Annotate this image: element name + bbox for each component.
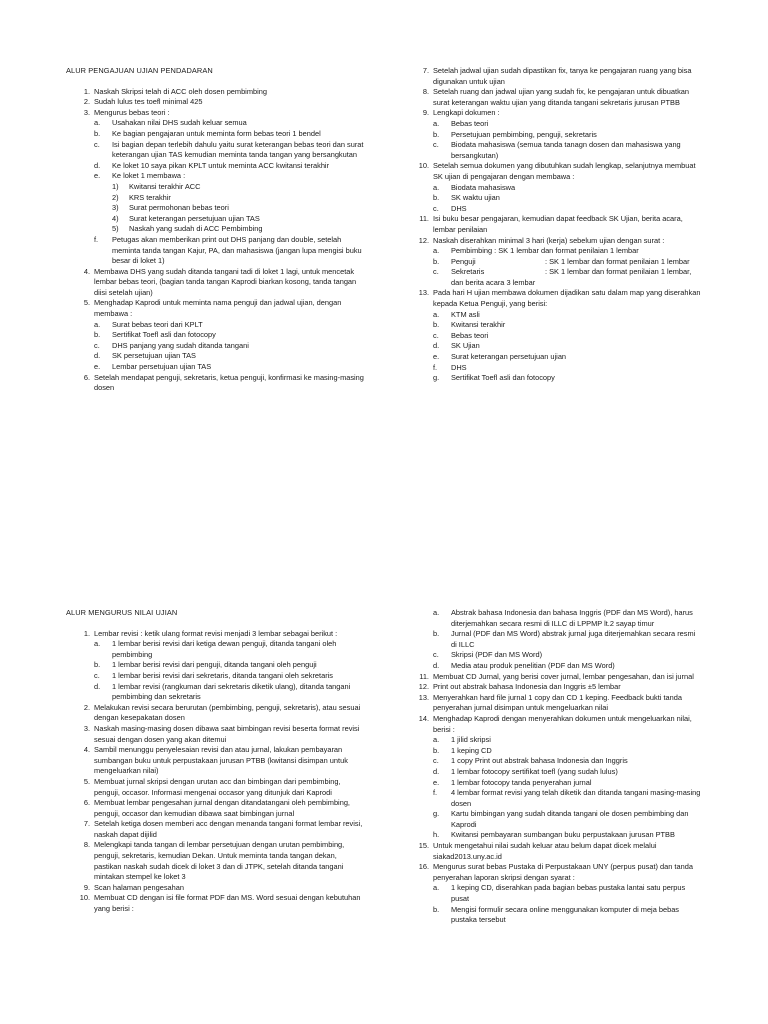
section2-title: ALUR MENGURUS NILAI UJIAN (66, 608, 178, 617)
sub-item-text: 1 keping CD (451, 745, 492, 755)
sub-item-text: Kwitansi terakhir (451, 320, 506, 330)
item-text: Setelah ketiga dosen memberi acc dengan menanda tangani format lembar revisi, naskah dapat dijilid (94, 819, 363, 839)
sub-item-text: Surat bebas teori dari KPLT (112, 319, 203, 329)
sub-item-text: Biodata mahasiswa (semua tanda tanagn dosen dan mahasiswa yang bersangkutan) (451, 140, 681, 160)
nested-item-text: Kwitansi terakhir ACC (129, 181, 201, 191)
nested-item-number: 1) (112, 181, 119, 191)
list-item (405, 236, 703, 289)
sub-list-item (94, 129, 364, 140)
item-number-text: 8. (422, 87, 429, 97)
sub-item-letter: a. (94, 118, 101, 128)
sub-item-letter: g. (433, 373, 440, 383)
sub-item-letter: c. (433, 140, 439, 150)
list-item (66, 298, 364, 372)
sub-item-text: 1 copy Print out abstrak bahasa Indonesia dan Inggris (451, 756, 628, 766)
nested-sub-list (112, 182, 364, 235)
sub-list-item (433, 746, 703, 757)
sub-item-letter: a. (94, 639, 101, 649)
sub-item-letter: d. (94, 351, 101, 361)
sub-list (94, 639, 364, 703)
sub-item-text: Sertifikat Toefl asli dan fotocopy (451, 373, 555, 383)
sub-item-letter: c. (433, 650, 439, 660)
section2-right-column (405, 608, 703, 926)
sub-item-letter: a. (433, 309, 440, 319)
sub-item-text: Jurnal (PDF dan MS Word) abstrak jurnal juga diterjemahkan secara resmi di ILLC (451, 629, 696, 649)
nested-item-text: Surat keterangan persetujuan ujian TAS (129, 213, 260, 223)
sub-list-item (433, 767, 703, 778)
sub-item-letter: a. (94, 319, 101, 329)
sub-list-item (433, 331, 703, 342)
sub-item-letter: a. (433, 182, 440, 192)
sub-item-letter: h. (433, 830, 440, 840)
item-number-text: 8. (83, 840, 90, 850)
item-text: Scan halaman pengesahan (94, 882, 184, 892)
sub-list-item (433, 341, 703, 352)
item-number-text: 9. (422, 108, 429, 118)
item-text: Sudah lulus tes toefl minimal 425 (94, 97, 203, 107)
sub-item-key: Sekretaris (451, 267, 485, 277)
sub-list-item (433, 193, 703, 204)
item-number-text: 3. (83, 723, 90, 733)
sub-item-letter: d. (94, 681, 101, 691)
section2-right-continued-sublist (405, 608, 703, 672)
sub-item-text: 1 lembar revisi (rangkuman dari sekretaris diketik ulang), ditanda tangani pembimbing dan sekretaris (112, 681, 351, 702)
sub-list-item (94, 639, 364, 660)
sub-list (94, 320, 364, 373)
list-item (66, 87, 364, 98)
sub-item-text: Ke bagian pengajaran untuk meminta form bebas teori 1 bendel (112, 128, 321, 138)
item-text: Mengurus bebas teori : (94, 107, 170, 117)
sub-item-letter: b. (94, 660, 101, 670)
list-item (66, 893, 364, 914)
sub-list-item (94, 235, 364, 267)
sub-item-letter: a. (433, 608, 440, 617)
item-text: Membuat CD Jurnal, yang berisi cover jurnal, lembar pengesahan, dan isi jurnal (433, 671, 694, 681)
sub-list-item (433, 257, 703, 268)
sub-item-text: 1 lembar fotocopy sertifikat toefl (yang sudah lulus) (451, 766, 618, 776)
sub-list-item (433, 204, 703, 215)
item-text: Menghadap Kaprodi untuk meminta nama penguji dan jadwal ujian, dengan membawa : (94, 298, 342, 319)
item-number-text: 16. (418, 862, 429, 872)
sub-item-letter: b. (433, 320, 440, 330)
sub-item-text: 1 lembar berisi revisi dari sekretaris, ditanda tangani oleh sekretaris (112, 670, 334, 680)
sub-item-key: Penguji (451, 256, 476, 266)
item-number-text: 3. (83, 107, 90, 117)
sub-item-letter: d. (433, 660, 440, 670)
list-item (66, 703, 364, 724)
sub-list-item (94, 171, 364, 235)
sub-item-letter: b. (433, 745, 440, 755)
sub-item-letter: b. (433, 904, 440, 914)
sub-list-item (433, 735, 703, 746)
nested-sub-list-item (112, 193, 364, 204)
sub-list-item (94, 118, 364, 129)
sub-item-letter: c. (94, 670, 100, 680)
sub-item-text: Biodata mahasiswa (451, 182, 516, 192)
nested-sub-list-item (112, 214, 364, 225)
item-text: Sambil menunggu penyelesaian revisi dan atau jurnal, lakukan pembayaran sumbangan buku untuk perpustakaan jurusan PTBB (kwitansi disimpan untuk mengeluarkan nilai) (94, 745, 348, 776)
sub-list (94, 118, 364, 266)
item-number-text: 13. (418, 692, 429, 702)
sub-item-letter: e. (433, 777, 440, 787)
sub-item-letter: c. (433, 267, 439, 277)
section1-right-column (405, 66, 703, 384)
list-item (66, 724, 364, 745)
sub-item-letter: c. (433, 203, 439, 213)
sub-item-letter: a. (433, 883, 440, 893)
item-text: Untuk mengetahui nilai sudah keluar atau belum dapat dicek melalui siakad2013.uny.ac.id (433, 841, 657, 861)
sub-list-item (433, 905, 703, 926)
sub-item-text: : SK 1 lembar dan format penilaian 1 lembar, dan berita acara 3 lembar (451, 267, 692, 287)
sub-list-item (94, 140, 364, 161)
sub-list-item (433, 756, 703, 767)
item-number-text: 2. (83, 702, 90, 712)
sub-list-item (94, 682, 364, 703)
nested-sub-list-item (112, 203, 364, 214)
item-number-text: 5. (83, 776, 90, 786)
sub-list-item (94, 671, 364, 682)
sub-item-text: 4 lembar format revisi yang telah diketik dan ditanda tangani masing-masing dosen (451, 788, 701, 808)
sub-item-letter: c. (94, 340, 100, 350)
sub-item-letter: b. (433, 129, 440, 139)
sub-list-item (94, 362, 364, 373)
list-item (66, 883, 364, 894)
list-item (66, 97, 364, 108)
sub-item-letter: b. (94, 330, 101, 340)
list-item (405, 87, 703, 108)
sub-list-item (433, 788, 703, 809)
sub-list-item (433, 310, 703, 321)
sub-list-item (433, 373, 703, 384)
sub-list-item (94, 161, 364, 172)
nested-item-number: 3) (112, 203, 119, 213)
sub-item-letter: a. (433, 118, 440, 128)
sub-item-letter: f. (433, 362, 438, 372)
sub-item-text: Kartu bimbingan yang sudah ditanda tangani ole dosen pembimbing dan Kaprodi (451, 809, 689, 829)
item-text: Menghadap Kaprodi dengan menyerahkan dokumen untuk mengeluarkan nilai, berisi : (433, 713, 692, 734)
sub-list-item (433, 363, 703, 374)
sub-list-item (433, 650, 703, 661)
list-item (405, 682, 703, 693)
sub-list-item (433, 119, 703, 130)
item-text: Mengurus surat bebas Pustaka di Perpustakaan UNY (perpus pusat) dan tanda penyerahan laporan skripsi dengan syarat : (433, 862, 693, 882)
item-text: Setelah ruang dan jadwal ujian yang sudah fix, ke pengajaran untuk dibuatkan surat keterangan waktu ujian yang ditanda tangani sekretaris jurusan PTBB (433, 87, 689, 107)
item-number-text: 13. (418, 288, 429, 298)
sub-item-text: Isi bagian depan terlebih dahulu yaitu surat keterangan bebas teori dan surat keterangan ujian TAS kemudian meminta tanda tangan yang bersangkutan (112, 139, 364, 160)
sub-item-letter: e. (433, 352, 440, 362)
item-text: Membuat jurnal skripsi dengan urutan acc dan bimbingan dari pembimbing, penguji, occasor. Informasi mengenai occasor yang ditunjuk dari Kaprodi (94, 776, 341, 797)
sub-item-letter: b. (94, 128, 101, 138)
sub-list-item (433, 183, 703, 194)
sub-list-item (433, 320, 703, 331)
sub-item-text: Media atau produk penelitian (PDF dan MS Word) (451, 660, 615, 670)
sub-list (433, 183, 703, 215)
item-text: Setelah mendapat penguji, sekretaris, ketua penguji, konfirmasi ke masing-masing dosen (94, 372, 364, 393)
sub-item-text: : SK 1 lembar dan format penilaian 1 lembar (545, 256, 690, 266)
sub-list-item (94, 660, 364, 671)
item-text: Melengkapi tanda tangan di lembar persetujuan dengan urutan pembimbing, penguji, sekretaris, kemudian Dekan. Untuk meminta tanda tangan dekan, pastikan naskah sudah dicek di loket 3 dan di JTPK, setelah ditanda tangani mintakan stempel ke loket 3 (94, 840, 345, 882)
sub-item-letter: d. (433, 341, 440, 351)
sub-item-text: 1 jilid skripsi (451, 735, 491, 745)
sub-item-letter: d. (94, 160, 101, 170)
sub-item-text: Kwitansi pembayaran sumbangan buku perpustakaan jurusan PTBB (451, 830, 675, 840)
sub-item-text: Petugas akan memberikan print out DHS panjang dan double, setelah meminta tanda tangan Kajur, PA, dan mahasiswa (jangan lupa mengisi buku besar di loket 1) (112, 234, 362, 266)
sub-list-item (433, 830, 703, 841)
item-number-text: 4. (83, 266, 90, 276)
sub-list-item (433, 352, 703, 363)
list-item (405, 841, 703, 862)
section2-left-column (66, 608, 364, 915)
sub-item-text: Sertifikat Toefl asli dan fotocopy (112, 330, 216, 340)
section1-title: ALUR PENGAJUAN UJIAN PENDADARAN (66, 66, 213, 75)
sub-list-item (433, 246, 703, 257)
item-text: Setelah jadwal ujian sudah dipastikan fix, tanya ke pengajaran ruang yang bisa digunakan untuk ujian (433, 66, 692, 86)
sub-list-item (433, 809, 703, 830)
list-item (66, 819, 364, 840)
item-text: Print out abstrak bahasa Indonesia dan Inggris ±5 lembar (433, 682, 621, 692)
item-text: Naskah Skripsi telah di ACC oleh dosen pembimbing (94, 86, 267, 96)
item-text: Lembar revisi : ketik ulang format revisi menjadi 3 lembar sebagai berikut : (94, 628, 338, 638)
item-number-text: 12. (418, 682, 429, 692)
item-number-text: 1. (83, 86, 90, 96)
sub-item-text: SK waktu ujian (451, 193, 500, 203)
sub-item-text: Surat keterangan persetujuan ujian (451, 352, 567, 362)
item-text: Menyerahkan hard file jurnal 1 copy dan CD 1 keping. Feedback bukti tanda penyerahan jurnal disimpan untuk mengeluarkan nilai (433, 692, 682, 713)
item-number-text: 4. (83, 745, 90, 755)
list-item (405, 108, 703, 161)
item-number-text: 7. (422, 66, 429, 75)
sub-item-text: Abstrak bahasa Indonesia dan bahasa Inggris (PDF dan MS Word), harus diterjemahkan secara resmi di ILLC di LPPMP lt.2 sayap timur (451, 608, 693, 628)
list-item (405, 862, 703, 926)
sub-list-item (433, 608, 703, 629)
item-text: Membuat CD dengan isi file format PDF dan MS. Word sesuai dengan kebutuhan yang berisi : (94, 893, 361, 914)
sub-item-text: Persetujuan pembimbing, penguji, sekretaris (451, 129, 597, 139)
item-text: Membawa DHS yang sudah ditanda tangani tadi di loket 1 lagi, untuk mencetak lembar bebas teori, (bagian tanda tangan Kaprodi biarkan kosong, tanda tangan diisi setelah ujian) (94, 266, 357, 297)
sub-item-text: KTM asli (451, 309, 480, 319)
item-text: Pada hari H ujian membawa dokumen dijadikan satu dalam map yang diserahkan kepada Ketua Penguji, yang berisi: (433, 288, 701, 309)
section2-left-list (66, 629, 364, 915)
list-item (66, 108, 364, 267)
section2-right-list (405, 672, 703, 926)
item-number-text: 14. (418, 713, 429, 723)
nested-sub-list-item (112, 182, 364, 193)
sub-item-letter: f. (94, 234, 99, 244)
sub-item-letter: b. (433, 629, 440, 639)
list-item (405, 693, 703, 714)
item-number-text: 10. (418, 161, 429, 171)
sub-list-item (94, 351, 364, 362)
item-text: Lengkapi dokumen : (433, 108, 500, 118)
sub-list-item (94, 320, 364, 331)
item-text: Membuat lembar pengesahan jurnal dengan ditandatangani oleh pembimbing, penguji, occasor dan kemudian dibawa saat bimbingan jurnal (94, 798, 350, 818)
sub-list (433, 246, 703, 288)
sub-item-text: Ke loket 1 membawa : (112, 171, 186, 181)
sub-item-letter: c. (433, 330, 439, 340)
sub-item-text: 1 lembar berisi revisi dari ketiga dewan penguji, ditanda tangani oleh pembimbing (112, 639, 337, 659)
sub-item-text: 1 lembar berisi revisi dari penguji, ditanda tangani oleh penguji (112, 660, 317, 670)
sub-item-text: Ke loket 10 saya pikan KPLT untuk meminta ACC kwitansi terakhir (112, 160, 330, 170)
item-text: Naskah masing-masing dosen dibawa saat bimbingan revisi beserta format revisi sesuai dengan dosen yang akan ditemui (94, 723, 360, 744)
item-number-text: 5. (83, 298, 90, 308)
sub-item-letter: d. (433, 766, 440, 776)
list-item (405, 288, 703, 383)
sub-item-letter: a. (433, 735, 440, 745)
sub-item-text: Usahakan nilai DHS sudah keluar semua (112, 118, 247, 128)
sub-item-letter: g. (433, 809, 440, 819)
item-number-text: 1. (83, 628, 90, 638)
list-item (405, 714, 703, 841)
sub-item-text: Bebas teori (451, 330, 489, 340)
item-number-text: 6. (83, 372, 90, 382)
sub-item-letter: e. (94, 171, 101, 181)
item-number-text: 15. (418, 841, 429, 851)
nested-item-text: Surat permohonan bebas teori (129, 203, 229, 213)
sub-list-item (433, 883, 703, 904)
item-text: Isi buku besar pengajaran, kemudian dapat feedback SK Ujian, berita acara, lembar penilaian (433, 214, 683, 234)
item-number-text: 12. (418, 235, 429, 245)
item-number-text: 9. (83, 882, 90, 892)
sub-item-letter: b. (433, 193, 440, 203)
sub-item-text: Bebas teori (451, 118, 489, 128)
item-number-text: 11. (419, 214, 429, 224)
sub-list-item (433, 130, 703, 141)
sub-item-letter: a. (433, 246, 440, 256)
list-item (66, 777, 364, 798)
item-text: Melakukan revisi secara berurutan (pembimbing, penguji, sekretaris), atau sesuai dengan kesepakatan dosen (94, 702, 361, 723)
sub-item-text: DHS panjang yang sudah ditanda tangani (112, 340, 249, 350)
sub-item-text: DHS (451, 362, 467, 372)
sub-item-text: 1 lembar fotocopy tanda penyerahan jurnal (451, 777, 592, 787)
item-text: Setelah semua dokumen yang dibutuhkan sudah lengkap, selanjutnya membuat SK ujian di pengajaran dengan membawa : (433, 161, 696, 181)
sub-list (433, 883, 703, 925)
list-item (66, 798, 364, 819)
sub-item-letter: c. (433, 756, 439, 766)
sub-item-text: Lembar persetujuan ujian TAS (112, 362, 212, 372)
item-number-text: 6. (83, 798, 90, 808)
sub-item-text: SK persetujuan ujian TAS (112, 351, 196, 361)
nested-item-number: 4) (112, 213, 119, 223)
list-item (405, 161, 703, 214)
sub-list-item (433, 629, 703, 650)
item-number-text: 2. (83, 97, 90, 107)
item-number-text: 10. (79, 893, 90, 903)
sub-item-letter: f. (433, 788, 438, 798)
nested-item-text: KRS terakhir (129, 192, 171, 202)
sub-list (433, 310, 703, 384)
sub-item-text: Pembimbing : SK 1 lembar dan format penilaian 1 lembar (451, 246, 639, 256)
sub-list-item (94, 341, 364, 352)
nested-sub-list-item (112, 224, 364, 235)
list-item (66, 745, 364, 777)
sub-list (433, 735, 703, 841)
sub-list-item (433, 778, 703, 789)
sub-list-item (433, 267, 703, 288)
section1-right-list (405, 66, 703, 384)
sub-item-text: Skripsi (PDF dan MS Word) (451, 650, 543, 660)
sub-item-text: Mengisi formulir secara online menggunakan komputer di meja bebas pustaka tersebut (451, 904, 679, 925)
nested-item-number: 5) (112, 224, 119, 234)
list-item (66, 629, 364, 703)
list-item (66, 373, 364, 394)
nested-item-text: Naskah yang sudah di ACC Pembimbing (129, 224, 263, 234)
item-number-text: 7. (83, 819, 90, 829)
section1-left-list (66, 87, 364, 394)
item-number-text: 11. (419, 671, 429, 681)
list-item (66, 267, 364, 299)
sub-item-text: 1 keping CD, diserahkan pada bagian bebas pustaka lantai satu perpus pusat (451, 883, 686, 904)
sub-list (433, 119, 703, 161)
sub-list-item (433, 140, 703, 161)
section1-left-column (66, 66, 364, 394)
sub-item-letter: c. (94, 139, 100, 149)
list-item (66, 840, 364, 882)
item-text: Naskah diserahkan minimal 3 hari (kerja) sebelum ujian dengan surat : (433, 235, 665, 245)
list-item (405, 214, 703, 235)
list-item (405, 66, 703, 87)
list-item (405, 672, 703, 683)
sub-list-item (433, 661, 703, 672)
sub-item-text: SK Ujian (451, 341, 480, 351)
sub-item-letter: e. (94, 362, 101, 372)
sub-list-item (94, 330, 364, 341)
sub-item-letter: b. (433, 256, 440, 266)
sub-item-text: DHS (451, 203, 467, 213)
nested-item-number: 2) (112, 192, 119, 202)
